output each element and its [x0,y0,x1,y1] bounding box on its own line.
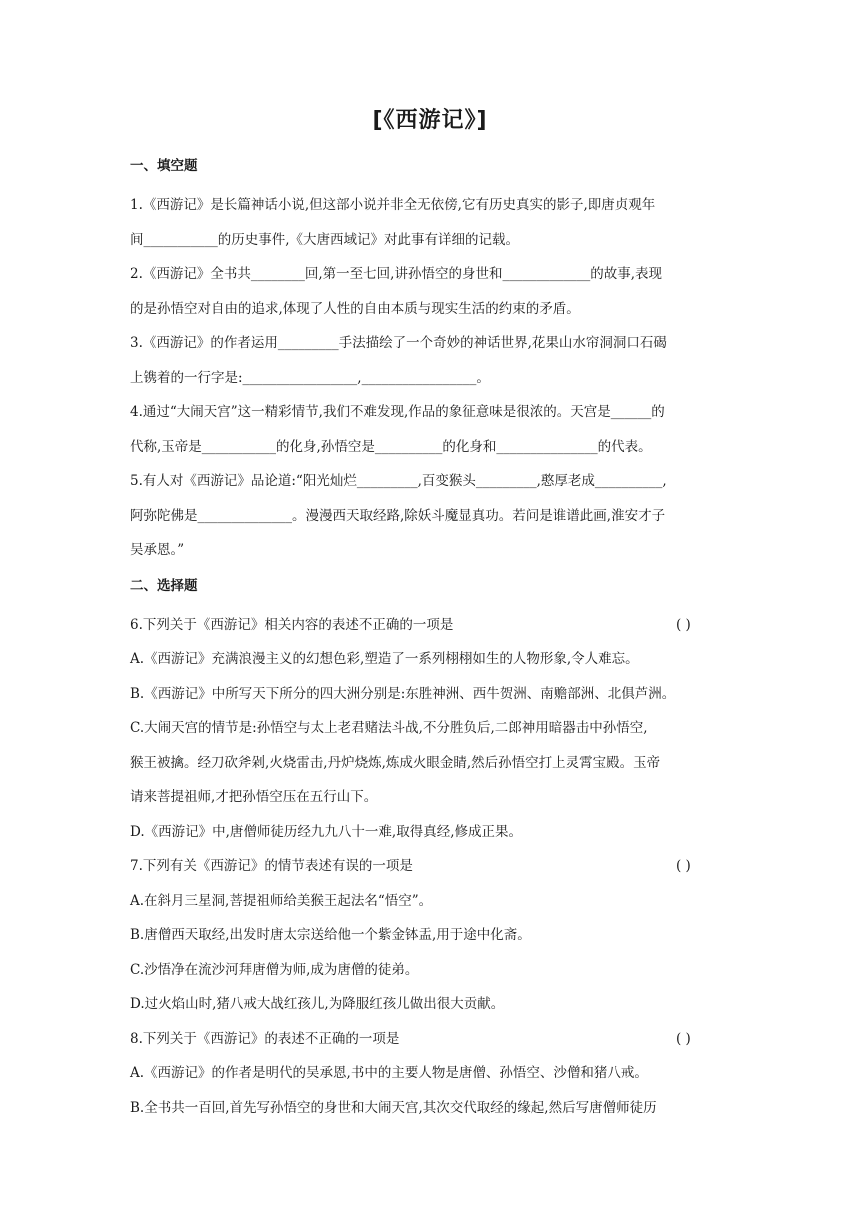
fill-in-question [130,257,730,326]
fill-in-question [130,395,730,464]
option-text-line: 猴王被擒。经刀砍斧剁,火烧雷击,丹炉烧炼,炼成火眼金睛,然后孙悟空打上灵霄宝殿。玉帝 [130,754,661,771]
fill-in-question-list [130,188,730,568]
option-text-line: 请来菩提祖师,才把孙悟空压在五行山下。 [130,789,378,805]
question-stem-row [130,1022,730,1057]
choice-question [130,608,730,850]
question-stem: 8.下列关于《西游记》的表述不正确的一项是 [130,1030,400,1047]
fill-in-question [130,326,730,395]
choice-question [130,1022,730,1126]
section-heading-choice: 二、选择题 [130,577,198,594]
question-stem: 6.下列关于《西游记》相关内容的表述不正确的一项是 [130,616,454,633]
answer-bracket: ( ) [676,616,691,633]
option-text-line: D.《西游记》中,唐僧师徒历经九九八十一难,取得真经,修成正果。 [130,823,523,840]
question-text-line: 5.有人对《西游记》品论道:“阳光灿烂_________,百变猴头_________,憨厚老成__________, [130,473,667,489]
answer-bracket: ( ) [676,858,691,874]
option-text-line: D.过火焰山时,猪八戒大战红孩儿,为降服红孩儿做出很大贡献。 [130,996,505,1012]
question-stem-row [130,849,730,884]
answer-bracket: ( ) [676,1030,691,1047]
option-text-line: B.全书共一百回,首先写孙悟空的身世和大闹天宫,其次交代取经的缘起,然后写唐僧师徒历 [130,1099,657,1116]
option-text-line: B.《西游记》中所写天下所分的四大洲分别是:东胜神洲、西牛贺洲、南赡部洲、北俱芦洲。 [130,685,676,702]
question-text-line: 4.通过“大闹天宫”这一精彩情节,我们不难发现,作品的象征意味是很浓的。天宫是______的 [130,404,665,420]
option-text-line: A.《西游记》充满浪漫主义的幻想色彩,塑造了一系列栩栩如生的人物形象,令人难忘。 [130,651,639,667]
option-text-line: B.唐僧西天取经,出发时唐太宗送给他一个紫金钵盂,用于途中化斋。 [130,927,531,943]
question-text-line: 代称,玉帝是___________的化身,孙悟空是__________的化身和_______________的代表。 [130,438,652,455]
page-title: [《西游记》] [372,108,488,133]
choice-question-list [130,608,730,1126]
fill-in-question [130,188,730,257]
choice-question [130,849,730,1022]
question-stem-row [130,608,730,643]
option-text-line: A.《西游记》的作者是明代的吴承恩,书中的主要人物是唐僧、孙悟空、沙僧和猪八戒。 [130,1065,648,1081]
option-text-line: C.大闹天宫的情节是:孙悟空与太上老君赌法斗战,不分胜负后,二郎神用暗器击中孙悟空, [130,720,648,736]
document-page [130,106,730,1125]
question-text-line: 1.《西游记》是长篇神话小说,但这部小说并非全无依傍,它有历史真实的影子,即唐贞观年 [130,197,656,213]
option-text-line: A.在斜月三星洞,菩提祖师给美猴王起法名“悟空”。 [130,892,433,909]
question-text-line: 阿弥陀佛是______________。漫漫西天取经路,除妖斗魔显真功。若问是谁谱此画,淮安才子 [130,507,666,524]
fill-in-question [130,464,730,568]
question-text-line: 吴承恩。” [130,542,185,558]
section-heading-fill-in: 一、填空题 [130,158,198,174]
question-text-line: 3.《西游记》的作者运用_________手法描绘了一个奇妙的神话世界,花果山水帘洞洞口石碣 [130,335,667,351]
question-text-line: 2.《西游记》全书共________回,第一至七回,讲孙悟空的身世和_____________的故事,表现 [130,266,663,282]
question-text-line: 间___________的历史事件,《大唐西域记》对此事有详细的记载。 [130,231,520,248]
question-text-line: 上镌着的一行字是:_________________,_________________。 [130,369,490,386]
question-stem: 7.下列有关《西游记》的情节表述有误的一项是 [130,858,413,874]
question-text-line: 的是孙悟空对自由的追求,体现了人性的自由本质与现实生活的约束的矛盾。 [130,300,580,317]
option-text-line: C.沙悟净在流沙河拜唐僧为师,成为唐僧的徒弟。 [130,961,419,978]
